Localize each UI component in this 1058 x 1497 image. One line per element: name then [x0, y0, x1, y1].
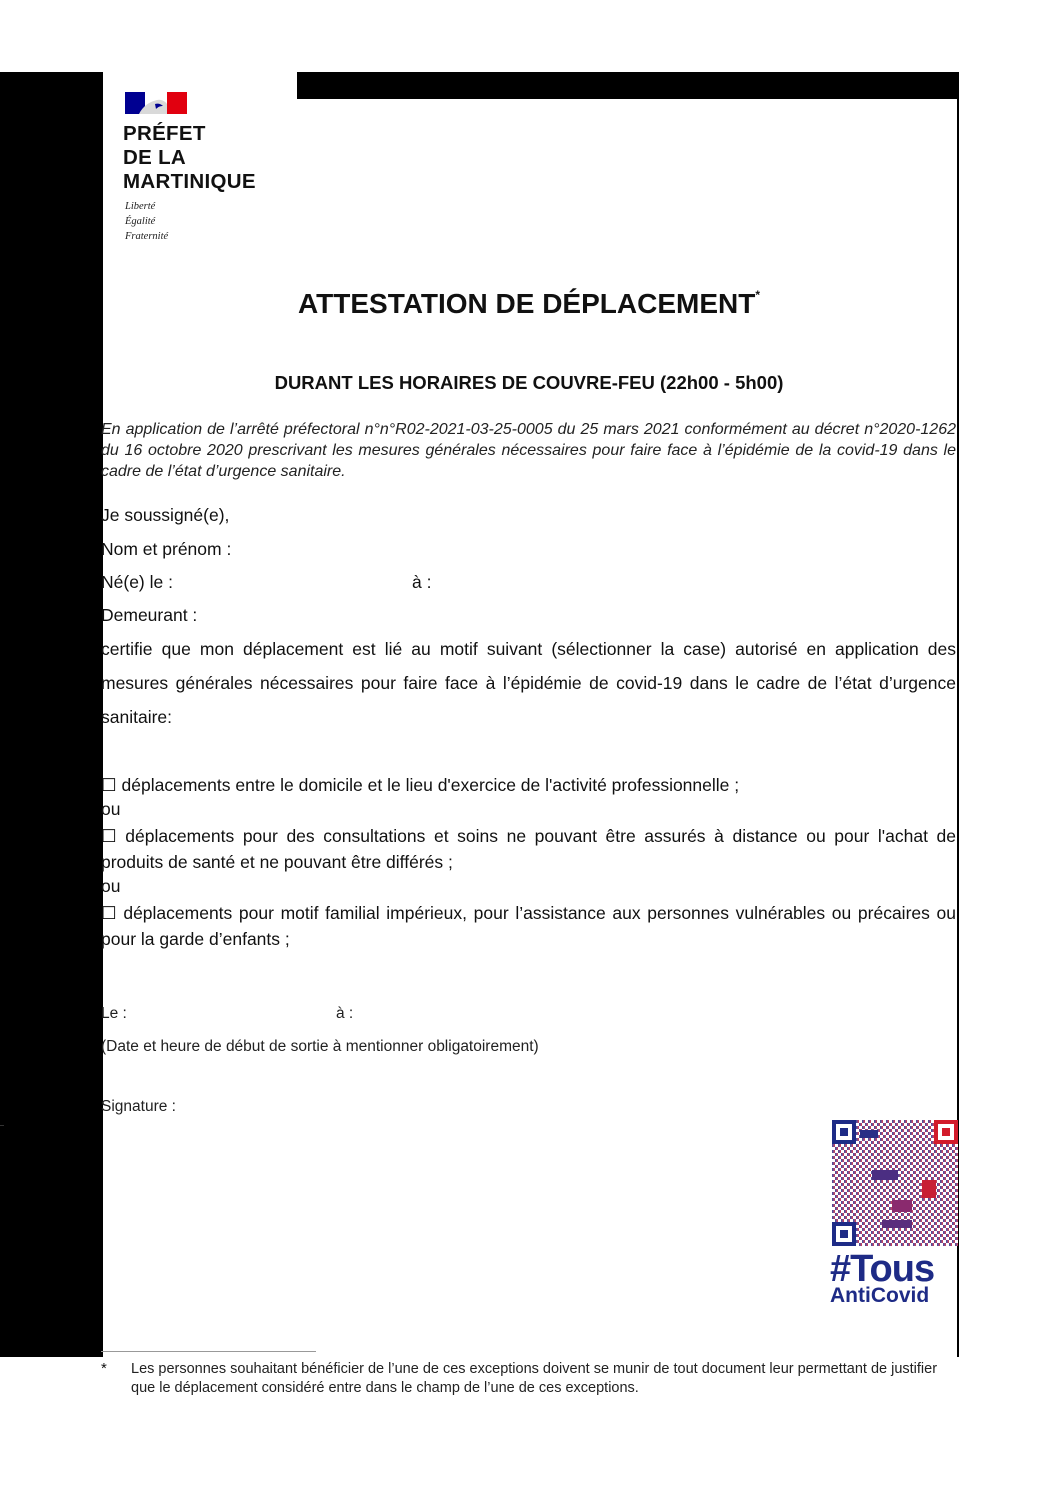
- scan-border-top: [297, 72, 959, 99]
- separator-ou: ou: [101, 876, 121, 896]
- motto-liberte: Liberté: [125, 201, 156, 212]
- option-family[interactable]: ☐ déplacements pour motif familial impérieux, pour l’assistance aux personnes vulnérables ou précaires ou pour la garde d’enfants ;: [101, 903, 956, 949]
- option-professional[interactable]: ☐ déplacements entre le domicile et le lieu d'exercice de l'activité professionnelle ;: [101, 775, 740, 795]
- title-footnote-mark: *: [755, 288, 760, 302]
- birth-place-label[interactable]: à :: [412, 572, 432, 592]
- scan-border-left: [0, 72, 103, 1357]
- document-title: [100, 288, 958, 320]
- marianne-flag-icon: [125, 92, 187, 114]
- republic-motto: [125, 199, 168, 244]
- residence-label[interactable]: Demeurant :: [101, 605, 198, 625]
- footnote-text: Les personnes souhaitant bénéficier de l’une de ces exceptions doivent se munir de tout document leur permettant de justifier que le déplacement considéré entre dans le champ de l’une de ces exceptions.: [131, 1361, 938, 1396]
- prefecture-logo: [115, 86, 295, 256]
- logo-title: PRÉFET DE LA MARTINIQUE: [123, 122, 256, 193]
- qr-code-icon: [832, 1120, 958, 1246]
- footnote-separator: [101, 1351, 316, 1352]
- legal-intro: En application de l’arrêté préfectoral n°n°R02-2021-03-25-0005 du 25 mars 2021 conformément au décret n°2020-1262 du 16 octobre 2020 prescrivant les mesures générales nécessaires pour faire face à l’épidémie de la covid-19 dans le cadre de l’état d’urgence sanitaire.: [101, 421, 956, 480]
- title-text: ATTESTATION DE DÉPLACEMENT: [298, 288, 756, 319]
- time-label[interactable]: à :: [336, 1005, 354, 1022]
- scan-mark: [0, 1125, 4, 1126]
- separator-ou: ou: [101, 799, 121, 819]
- motto-egalite: Égalité: [125, 216, 156, 227]
- motto-fraternite: Fraternité: [125, 231, 169, 242]
- option-health[interactable]: ☐ déplacements pour des consultations et soins ne pouvant être assurés à distance ou pour l'achat de produits de santé et ne pouvant être différés ;: [101, 826, 956, 872]
- undersigned-label: Je soussigné(e),: [101, 505, 230, 525]
- tousanticovid-logo: [830, 1250, 960, 1306]
- birth-date-label[interactable]: Né(e) le :: [101, 572, 173, 592]
- signature-label[interactable]: Signature :: [101, 1098, 176, 1115]
- anticovid-name: AntiCovid: [830, 1284, 930, 1307]
- footnote-mark: *: [101, 1360, 107, 1377]
- document-subtitle: DURANT LES HORAIRES DE COUVRE-FEU (22h00 - 5h00): [274, 372, 784, 393]
- name-field-label[interactable]: Nom et prénom :: [101, 539, 232, 559]
- date-note: (Date et heure de début de sortie à mentionner obligatoirement): [101, 1038, 539, 1055]
- certification-text: certifie que mon déplacement est lié au motif suivant (sélectionner la case) autorisé en application des mesures générales nécessaires pour faire face à l’épidémie de covid-19 dans le cadre de l’état d’urgence sanitaire:: [101, 639, 956, 727]
- date-label[interactable]: Le :: [101, 1005, 127, 1022]
- hashtag-tous: #Tous: [830, 1248, 935, 1290]
